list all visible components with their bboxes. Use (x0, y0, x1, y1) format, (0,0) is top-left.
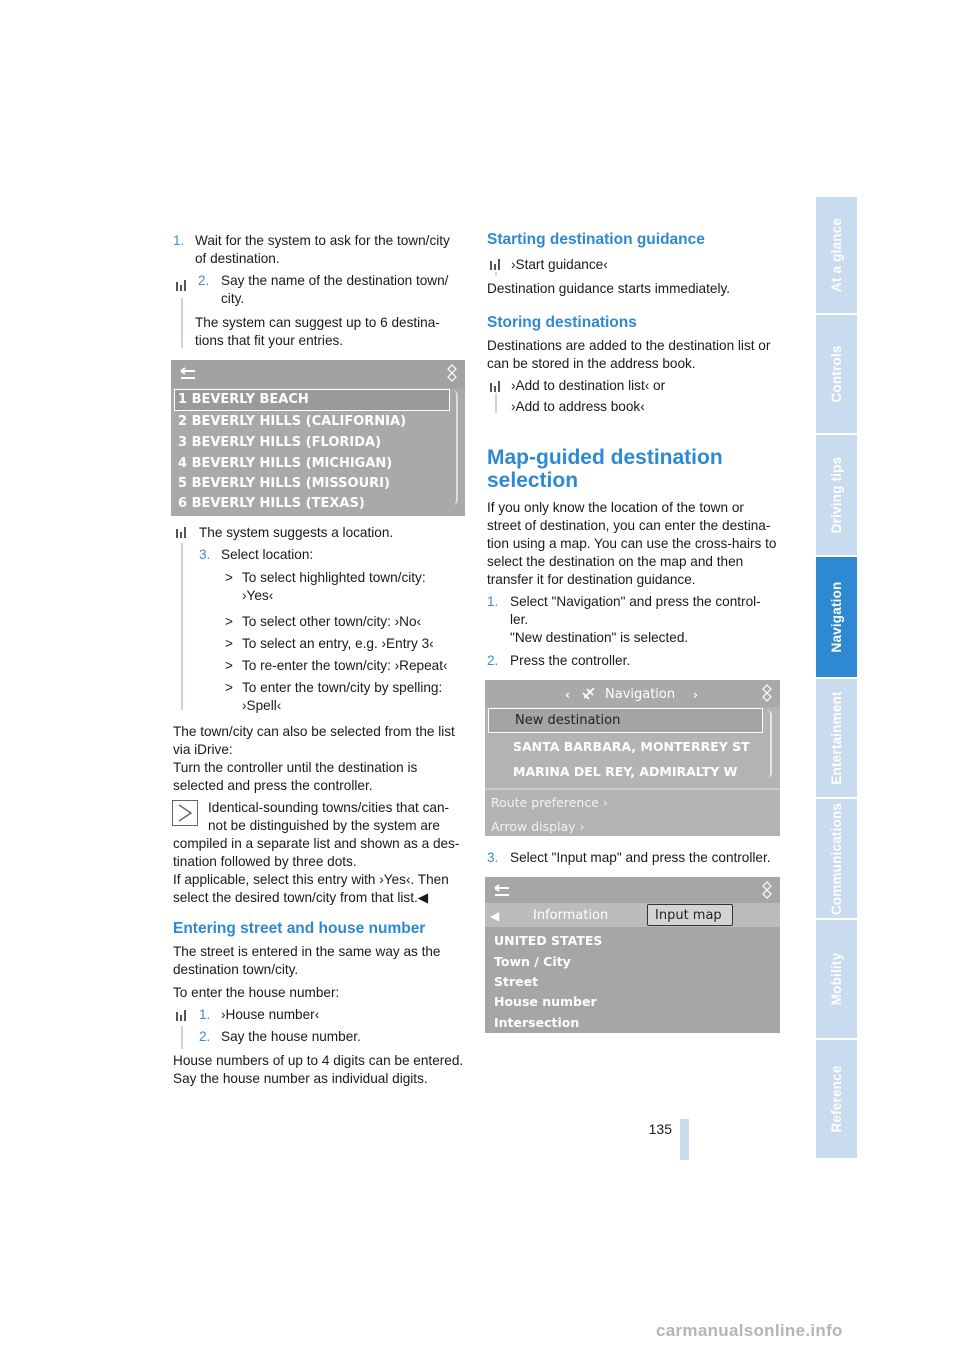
scrollbar (767, 710, 772, 778)
voice-command-icon (174, 1009, 188, 1023)
list-item: 2 BEVERLY HILLS (CALIFORNIA) (178, 414, 407, 429)
list-item: 1 BEVERLY BEACH (178, 392, 309, 407)
note-text: Identical-sounding towns/cities that can- not be distinguished by the system are (208, 800, 450, 833)
tab-controls[interactable]: Controls (816, 315, 857, 435)
idrive-paragraph: The town/city can also be selected from the list via iDrive: Turn the controller until the destination is selected and press the controller. (173, 724, 455, 793)
heading-storing: Storing destinations (487, 314, 637, 331)
input-map-screenshot: ◀ Information Input map UNITED STATES Town / City Street House number Intersection (485, 877, 780, 1033)
voice-command-icon (488, 258, 502, 272)
list-item: 3 BEVERLY HILLS (FLORIDA) (178, 435, 382, 450)
list-item: Street (494, 974, 539, 989)
voice-bar (181, 298, 183, 348)
tab-entertainment[interactable]: Entertainment (816, 679, 857, 799)
heading-street: Entering street and house number (173, 920, 426, 937)
list-item: 6 BEVERLY HILLS (TEXAS) (178, 496, 365, 511)
page-number: 135 (648, 1121, 672, 1137)
list-item: House number (494, 994, 597, 1009)
back-arrow-icon (179, 367, 197, 381)
menu-item: SANTA BARBARA, MONTERREY ST (513, 739, 750, 754)
menu-item-route-preference: Route preference › (491, 795, 608, 810)
suggest-text: The system can suggest up to 6 destina- tions that fit your entries. (195, 315, 440, 348)
tab-input-map: Input map (655, 908, 722, 923)
watermark: carmanualsonline.info (656, 1321, 843, 1340)
note-icon (172, 800, 198, 826)
tab-communications[interactable]: Communications (816, 799, 857, 920)
list-item: Town / City (494, 954, 571, 969)
section-tabs (816, 197, 857, 1160)
satellite-icon (581, 685, 597, 701)
voice-bar (181, 543, 183, 710)
menu-item-new-destination: New destination (515, 713, 621, 728)
tab-information: Information (533, 908, 609, 923)
menu-item-arrow-display: Arrow display › (491, 819, 585, 834)
voice-command-icon (488, 380, 502, 394)
controller-icon (758, 881, 776, 899)
heading-map-guided: Map-guided destination selection (487, 446, 723, 492)
step-1-text: Wait for the system to ask for the town/city of destination. (195, 233, 450, 266)
voice-command-icon (174, 526, 188, 540)
page-number-bar (680, 1119, 689, 1160)
heading-start-guidance: Starting destination guidance (487, 231, 705, 248)
controller-icon (443, 364, 461, 382)
tab-reference[interactable]: Reference (816, 1040, 857, 1160)
scrollbar (453, 390, 458, 505)
step-2-text: Say the name of the destination town/ city. (221, 273, 449, 306)
list-item: 5 BEVERLY HILLS (MISSOURI) (178, 476, 390, 491)
back-arrow-icon (493, 884, 511, 898)
beverly-list-screenshot (171, 360, 465, 516)
tab-at-a-glance[interactable]: At a glance (816, 197, 857, 315)
list-item: UNITED STATES (494, 933, 603, 948)
list-item: 4 BEVERLY HILLS (MICHIGAN) (178, 456, 393, 471)
tab-driving-tips[interactable]: Driving tips (816, 435, 857, 557)
menu-item: MARINA DEL REY, ADMIRALTY W (513, 764, 738, 779)
tab-mobility[interactable]: Mobility (816, 920, 857, 1040)
voice-bar (181, 1026, 183, 1049)
controller-icon (758, 684, 776, 702)
navigation-menu-screenshot: ‹ Navigation › New destination SANTA BARBARA, MONTERREY ST MARINA DEL REY, ADMIRALTY W Route preference › Arrow display › (485, 680, 780, 836)
voice-command-icon (174, 279, 188, 293)
list-item: Intersection (494, 1015, 580, 1030)
step-1: 1. (173, 233, 185, 248)
tab-navigation[interactable]: Navigation (816, 557, 857, 679)
